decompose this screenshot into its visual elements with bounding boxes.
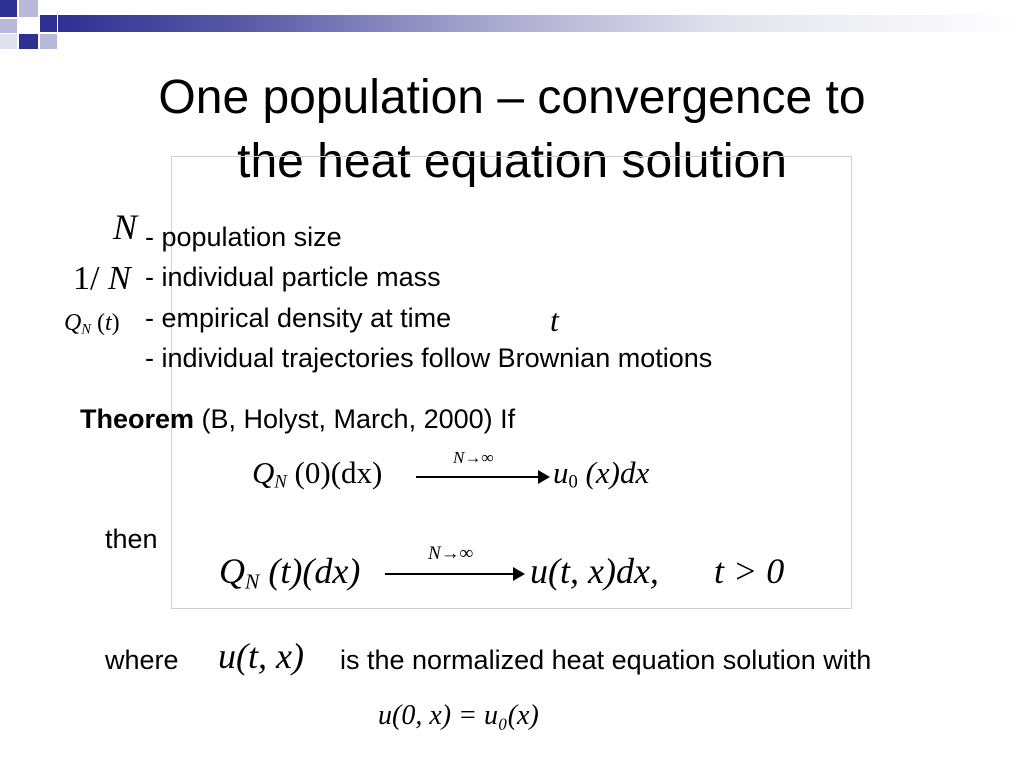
eq1-right: $u_0$ (x)dx: [553, 455, 650, 493]
where-symbol: u(t, x): [218, 636, 304, 676]
symbol-mass: 1/ N: [73, 260, 131, 297]
eq2-right: u(t, x)dx,: [530, 551, 659, 591]
header-bar: [58, 15, 1024, 32]
initial-condition: u(0, x) = u₀(x): [378, 700, 539, 731]
eq2-limit: N→∞: [428, 543, 474, 564]
corner-square: [40, 15, 57, 32]
title-line-2: the heat equation solution: [237, 135, 787, 188]
def-empirical-density: - empirical density at time: [145, 303, 452, 333]
eq1-arrow: [416, 476, 548, 478]
corner-square: [0, 0, 17, 17]
symbol-qn-t: $Q_N$ (t): [64, 310, 120, 338]
theorem-label: Theorem: [80, 404, 195, 434]
corner-square: [19, 0, 38, 17]
eq2-arrow: [385, 573, 523, 575]
eq1-left: $Q_N$ (0)(dx): [252, 455, 383, 493]
eq2-left: $Q_N$ (t)(dx): [219, 551, 361, 594]
corner-square: [0, 34, 17, 49]
where-description: is the normalized heat equation solution with: [340, 645, 872, 675]
def-particle-mass: - individual particle mass: [145, 262, 441, 292]
theorem-citation: (B, Holyst, March, 2000) If: [194, 404, 516, 434]
where-label: where: [105, 645, 179, 675]
corner-square: [0, 19, 17, 33]
symbol-n: N: [113, 207, 138, 247]
symbol-t: t: [550, 302, 559, 338]
eq2-condition: t > 0: [714, 551, 785, 591]
corner-square: [40, 34, 57, 49]
def-population-size: - population size: [145, 222, 342, 252]
corner-square: [19, 34, 38, 49]
theorem-line: [80, 404, 515, 435]
def-brownian: - individual trajectories follow Brownian motions: [145, 343, 713, 373]
eq1-limit: N→∞: [453, 448, 494, 467]
title-line-1: One population – convergence to: [158, 71, 866, 124]
then-label: then: [105, 524, 158, 554]
